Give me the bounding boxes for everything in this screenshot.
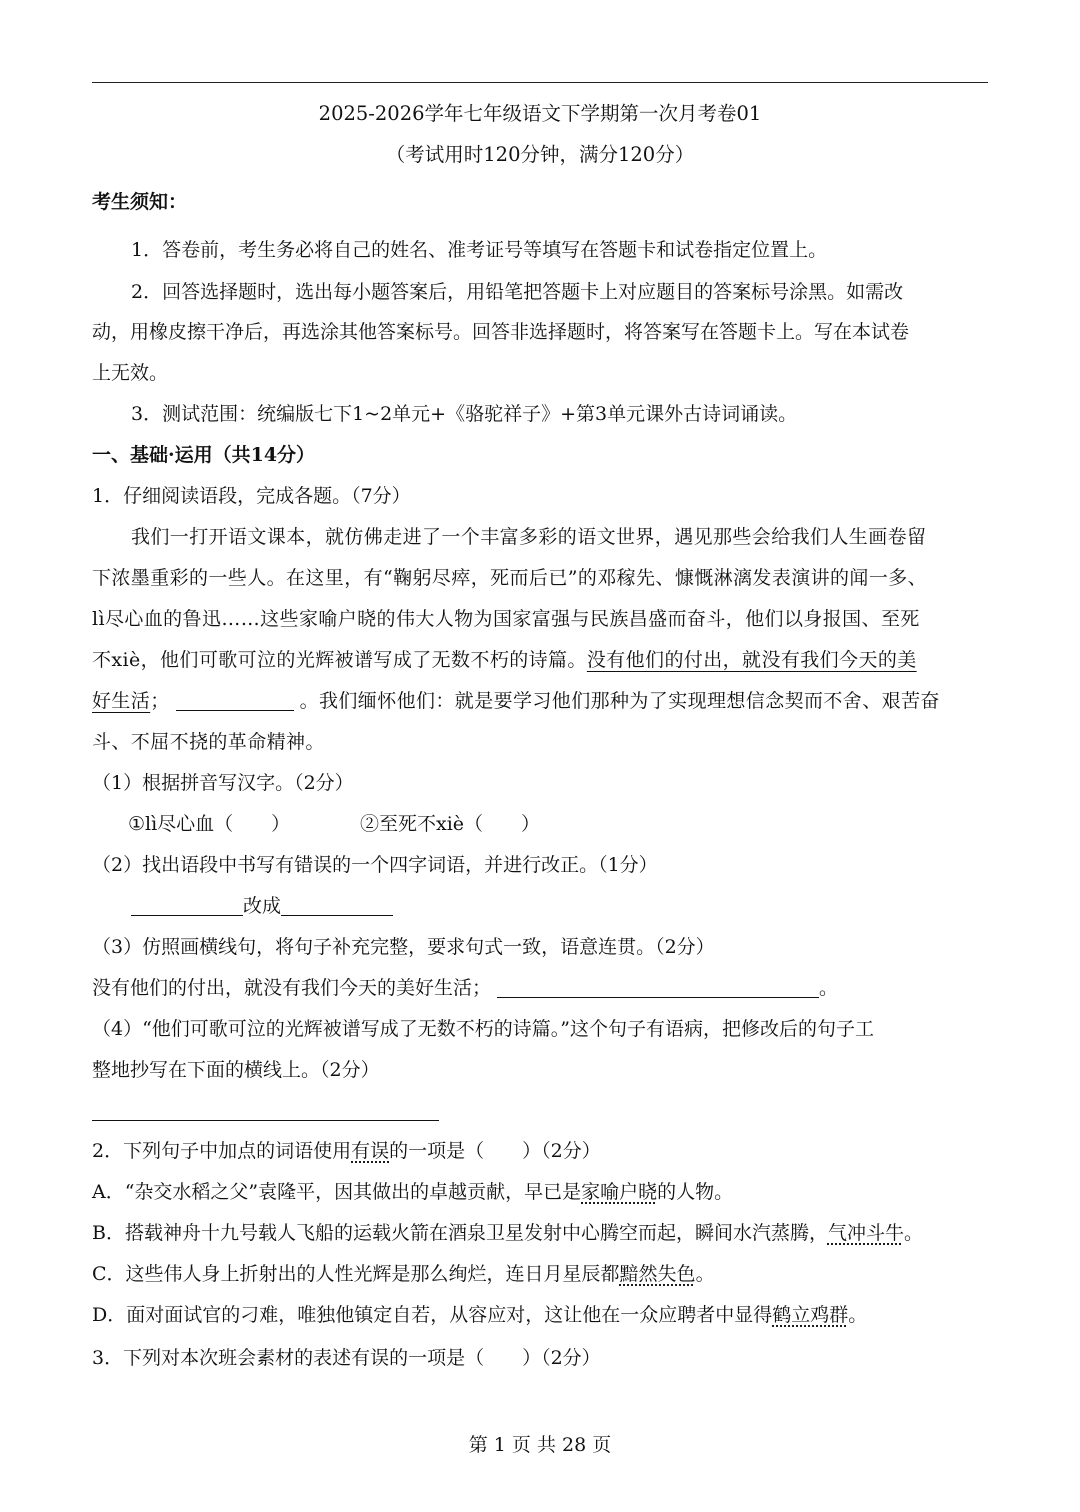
notice-item-2-line-1: 2．回答选择题时，选出每小题答案后，用铅笔把答题卡上对应题目的答案标号涂黑。如需改 <box>131 281 904 303</box>
q1-stem: 1．仔细阅读语段，完成各题。（7分） <box>92 485 411 507</box>
q2-option-c-text: C．这些伟人身上折射出的人性光辉是那么绚烂，连日月星辰都 <box>92 1263 620 1285</box>
q2-option-c[interactable] <box>92 1260 715 1288</box>
q2-option-a-text: A．“杂交水稻之父”袁隆平，因其做出的卓越贡献，早已是 <box>92 1181 582 1203</box>
q3-stem: 3．下列对本次班会素材的表述有误的一项是（ ）（2分） <box>92 1347 601 1369</box>
q2-option-c-word: 黯然失色 <box>619 1263 696 1285</box>
exam-title: 2025-2026学年七年级语文下学期第一次月考卷01 <box>318 102 762 125</box>
q2-option-b[interactable] <box>92 1219 923 1247</box>
q2-option-d-word: 鹤立鸡群 <box>772 1304 849 1326</box>
underlined-sentence-part-2: 好生活 <box>92 690 151 712</box>
passage-line-4 <box>92 646 917 674</box>
passage-blank[interactable] <box>176 690 294 711</box>
passage-line-2: 下浓墨重彩的一些人。在这里，有“鞠躬尽瘁，死而后已”的邓稼先、慷慨淋漓发表演讲的闻一多、 <box>92 567 928 589</box>
passage-line-5-text: 。我们缅怀他们：就是要学习他们那种为了实现理想信念契而不舍、艰苦奋 <box>299 690 940 712</box>
q1-sub1-b[interactable]: ②至死不xiè（ ） <box>360 813 541 835</box>
wrong-word-blank[interactable] <box>131 895 243 916</box>
page-footer: 第 1 页 共 28 页 <box>468 1434 612 1456</box>
section-heading: 一、基础·运用（共14分） <box>92 444 316 466</box>
q1-sub4-line-1: （4）“他们可歌可泣的光辉被谱写成了无数不朽的诗篇。”这个句子有语病，把修改后的句子工 <box>92 1018 875 1040</box>
q1-sub1-a[interactable]: ①lì尽心血（ ） <box>128 813 291 835</box>
q2-option-b-end: 。 <box>903 1222 923 1244</box>
period: 。 <box>819 977 839 999</box>
q2-option-a[interactable] <box>92 1178 733 1206</box>
q1-sub2-answer <box>131 892 393 920</box>
imitation-blank[interactable] <box>497 977 819 998</box>
q2-option-b-word: 气冲斗牛 <box>827 1222 904 1244</box>
q2-option-d[interactable] <box>92 1301 867 1329</box>
passage-line-3: lì尽心血的鲁迅……这些家喻户晓的伟大人物为国家富强与民族昌盛而奋斗，他们以身报国、至死 <box>92 608 920 630</box>
notice-item-1: 1．答卷前，考生务必将自己的姓名、准考证号等填写在答题卡和试卷指定位置上。 <box>131 239 828 261</box>
header-rule <box>92 82 988 83</box>
passage-line-5 <box>92 687 940 715</box>
notice-heading: 考生须知： <box>92 191 188 213</box>
q1-sub3: （3）仿照画横线句，将句子补充完整，要求句式一致，语意连贯。（2分） <box>92 936 715 958</box>
q2-stem-b: 的一项是（ ）（2分） <box>389 1140 601 1162</box>
q2-option-b-text: B．搭载神舟十九号载人飞船的运载火箭在酒泉卫星发射中心腾空而起，瞬间水汽蒸腾， <box>92 1222 828 1244</box>
exam-subtitle: （考试用时120分钟，满分120分） <box>385 143 695 166</box>
notice-item-2-line-3: 上无效。 <box>92 362 169 384</box>
q2-option-d-end: 。 <box>848 1304 868 1326</box>
passage-line-1: 我们一打开语文课本，就仿佛走进了一个丰富多彩的语文世界，遇见那些会给我们人生画卷留 <box>131 526 927 548</box>
q1-sub4-answer-line[interactable] <box>92 1120 439 1121</box>
q2-option-a-end: 的人物。 <box>657 1181 734 1203</box>
passage-line-6: 斗、不屈不挠的革命精神。 <box>92 731 325 753</box>
q1-sub3-sentence: 没有他们的付出，就没有我们今天的美好生活； <box>92 977 492 999</box>
correct-word-blank[interactable] <box>281 895 393 916</box>
q2-stem-a: 2．下列句子中加点的词语使用 <box>92 1140 352 1162</box>
semicolon: ； <box>150 690 170 712</box>
notice-item-2-line-2: 动，用橡皮擦干净后，再选涂其他答案标号。回答非选择题时，将答案写在答题卡上。写在本试卷 <box>92 321 910 343</box>
q2-stem-emphasis: 有误 <box>351 1140 390 1162</box>
underlined-sentence-part-1: 没有他们的付出，就没有我们今天的美 <box>586 649 917 671</box>
notice-item-3: 3．测试范围：统编版七下1~2单元+《骆驼祥子》+第3单元课外古诗词诵读。 <box>131 403 798 425</box>
q2-option-d-text: D．面对面试官的刁难，唯独他镇定自若，从容应对，这让他在一众应聘者中显得 <box>92 1304 773 1326</box>
q2-stem <box>92 1137 601 1165</box>
q1-sub3-answer <box>92 974 838 1002</box>
q1-sub4-line-2: 整地抄写在下面的横线上。（2分） <box>92 1059 380 1081</box>
passage-line-4-text: 不xiè，他们可歌可泣的光辉被谱写成了无数不朽的诗篇。 <box>92 649 587 671</box>
q2-option-c-end: 。 <box>695 1263 715 1285</box>
q1-sub1: （1）根据拼音写汉字。（2分） <box>92 772 354 794</box>
q2-option-a-word: 家喻户晓 <box>581 1181 658 1203</box>
change-to-label: 改成 <box>243 895 282 917</box>
q1-sub2: （2）找出语段中书写有错误的一个四字词语，并进行改正。（1分） <box>92 854 658 876</box>
